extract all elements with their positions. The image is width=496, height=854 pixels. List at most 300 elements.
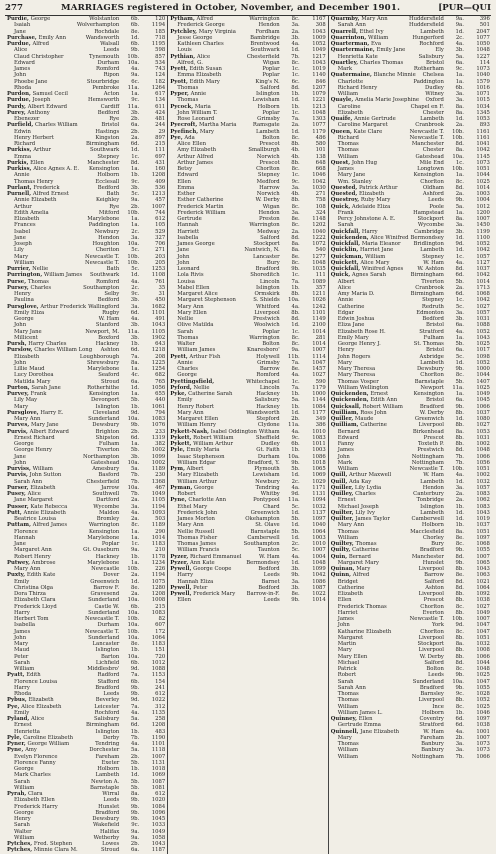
entry-volume: 4a. <box>455 41 464 47</box>
entry-given-names: Sarah Jane <box>31 384 61 391</box>
entry-page: 1093 <box>151 509 166 516</box>
entry-given-names: Mary <box>199 128 214 135</box>
entry-page: 424 <box>155 109 166 116</box>
entry-page: 1066 <box>476 653 490 660</box>
entry-volume: 8b. <box>455 566 464 572</box>
entry-volume: 1d. <box>130 34 140 41</box>
entry-page: 1068 <box>476 291 490 297</box>
entry-page: 1081 <box>151 784 166 791</box>
entry-given-names: Albert <box>337 278 355 285</box>
entry-district: Wallingford <box>88 303 120 310</box>
entry-district: Ripon <box>103 72 120 79</box>
entry-volume: 8d. <box>291 84 300 91</box>
entry-given-names: Esther Catherine <box>177 197 224 204</box>
entry-volume: 6b. <box>291 441 300 447</box>
entry-given-names: Mary Jane <box>14 328 42 335</box>
entry-volume: 1a. <box>131 441 140 447</box>
entry-page: 1073 <box>476 741 490 747</box>
entry-page: 1049 <box>476 609 490 616</box>
entry-given-names: Richard <box>14 141 36 147</box>
entry-volume: 5a. <box>131 747 140 754</box>
entry-page: 1027 <box>312 372 326 379</box>
entry-district: Selby <box>104 291 120 297</box>
entry-volume: 8e. <box>291 591 300 597</box>
entry-given-names: Maria Eleanor <box>361 241 401 247</box>
entry-district: Chorlton <box>420 178 444 185</box>
entry-given-names: Mary Ann <box>177 303 204 310</box>
entry-district: Middlesbro' <box>87 666 120 672</box>
entry-surname: Puttam, <box>7 522 31 529</box>
entry-district: Bradford <box>419 403 444 410</box>
entry-page: 612 <box>155 216 166 222</box>
entry-page: 1007 <box>476 216 490 222</box>
entry-district: Lambeth <box>420 478 444 485</box>
entry-volume: 2a. <box>291 122 300 129</box>
entry-given-names: Edith Mary <box>189 78 220 85</box>
entry-given-names: John <box>337 453 350 460</box>
entry-given-names: Margaret <box>337 634 364 641</box>
entry-volume: 2a. <box>131 134 140 141</box>
entry-given-names: Ellen <box>337 597 352 604</box>
entry-page: 111 <box>315 272 326 279</box>
entry-page: 271 <box>155 247 166 254</box>
entry-page: 648 <box>315 159 326 166</box>
entry-district: Chester <box>422 109 444 116</box>
entry-district: W. Ashton <box>417 266 444 272</box>
entry-page: 1051 <box>476 466 490 472</box>
entry-volume: 4a. <box>291 553 300 560</box>
entry-district: Liverpool <box>254 309 280 316</box>
entry-surname: Pusey, <box>7 491 26 497</box>
entry-volume: 6b. <box>130 41 140 47</box>
entry-district: Ormskirk <box>254 291 280 297</box>
entry-volume: 8b. <box>291 141 300 147</box>
entry-page: 1007 <box>476 734 490 741</box>
entry-district: Bradford <box>419 547 444 554</box>
entry-given-names: Annie <box>190 91 207 97</box>
entry-page: 1038 <box>476 722 490 729</box>
entry-district: Bolton <box>426 666 444 672</box>
entry-given-names: Thomas <box>337 147 359 154</box>
entry-district: Bristol <box>426 347 444 354</box>
entry-volume: 1c. <box>291 378 300 385</box>
entry-page: 1052 <box>476 359 490 366</box>
entry-page: 1579 <box>476 78 490 85</box>
entry-surname: Quickfall, <box>330 241 361 247</box>
entry-district: Lambeth <box>420 509 444 516</box>
entry-page: 1195 <box>151 41 166 47</box>
entry-district: Lambeth <box>95 772 120 779</box>
entry-given-names: Emily <box>14 709 30 716</box>
entry-district: Rotherhithe <box>87 384 120 391</box>
entry-volume: 3a. <box>455 97 464 104</box>
entry-given-names: Mary <box>14 641 29 647</box>
entry-district: Paddington <box>413 78 444 85</box>
entry-page: 1043 <box>312 28 326 35</box>
entry-district: Bristol <box>426 397 444 404</box>
entry-district: Bolton <box>262 341 280 347</box>
entry-given-names: Nellie <box>32 266 49 272</box>
entry-volume: 2b. <box>130 203 140 210</box>
entry-page: 1127 <box>476 259 490 266</box>
entry-volume: 2a. <box>291 228 300 235</box>
entry-given-names: Millicent <box>14 334 38 341</box>
entry-surname: Questroy, <box>330 197 360 204</box>
entry-surname: Pytches, <box>7 841 33 847</box>
entry-page: 1096 <box>151 809 166 816</box>
entry-volume: 1d. <box>455 509 464 516</box>
entry-district: Bristol <box>426 59 444 66</box>
entry-volume: 1b. <box>455 522 464 529</box>
entry-given-names: Lily Ivy <box>355 509 376 516</box>
entry-page: 1043 <box>312 59 326 66</box>
entry-district: Sunderland <box>412 678 444 685</box>
entry-volume: 1b. <box>291 447 300 454</box>
entry-given-names: Ernest <box>337 497 356 504</box>
entry-surname: Quill, <box>330 478 348 485</box>
entry-district: Manchester <box>411 553 444 560</box>
entry-page: 1682 <box>151 303 166 310</box>
entry-volume: 11a. <box>452 384 464 391</box>
entry-surname: Quarrinton, <box>330 34 367 41</box>
entry-volume: 8e. <box>455 572 464 579</box>
entry-given-names: William James L. <box>337 709 383 716</box>
entry-page: 1025 <box>476 703 490 710</box>
entry-volume: 10b. <box>127 209 140 216</box>
entry-volume: 1a. <box>131 91 140 97</box>
entry-given-names: Charles William <box>34 122 78 129</box>
entry-given-names: Arthur James <box>177 159 213 166</box>
entry-district: Dewsbury <box>92 422 120 429</box>
entry-district: Cranbrook <box>415 284 444 291</box>
entry-district: Southwark <box>90 272 120 279</box>
entry-volume: 10a. <box>127 634 140 641</box>
entry-page: 1058 <box>151 834 166 841</box>
entry-district: Marylebone <box>87 559 120 566</box>
entry-page: 203 <box>155 253 166 260</box>
entry-volume: 1a. <box>131 222 140 229</box>
entry-given-names: Emily Maria <box>186 447 220 454</box>
entry-given-names: Patrick <box>337 666 357 672</box>
entry-district: Salford <box>260 234 280 241</box>
entry-volume: 11a. <box>127 84 140 91</box>
entry-district: Bedford <box>97 109 120 116</box>
entry-volume: 4a. <box>131 741 140 747</box>
entry-page: 743 <box>155 66 166 72</box>
entry-surname: Quiller, <box>330 416 354 422</box>
entry-district: Rye <box>109 116 120 122</box>
entry-district: Prescot <box>423 597 444 604</box>
entry-volume: 8d. <box>455 447 464 454</box>
entry-given-names: Thomas Vosper <box>337 378 379 385</box>
entry-volume: 7b. <box>130 472 140 479</box>
entry-district: Wigan <box>262 203 280 210</box>
entry-given-names: Mary Jane <box>30 422 59 429</box>
entry-given-names: Arthur Maxwell <box>349 472 392 479</box>
entry-volume: 3a. <box>291 578 300 585</box>
entry-volume: 1c. <box>131 153 140 160</box>
entry-page: 1008 <box>476 647 490 654</box>
entry-district: Plymouth <box>254 466 280 472</box>
entry-given-names: Rose Leonard <box>177 116 215 122</box>
entry-given-names: Jesse George <box>177 34 213 41</box>
entry-district: Lowes <box>102 841 120 847</box>
entry-given-names: George <box>14 766 34 772</box>
entry-page: 765 <box>155 378 166 385</box>
entry-given-names: Claud Christopher <box>14 53 64 60</box>
entry-volume: 1d. <box>455 359 464 366</box>
entry-surname: Pyford, <box>170 384 192 391</box>
entry-given-names: William <box>14 784 35 791</box>
entry-given-names: Catherine <box>360 422 387 429</box>
entry-district: Hackney <box>256 391 280 397</box>
entry-district: Islington <box>255 284 280 291</box>
entry-district: Stratford <box>419 722 444 729</box>
entry-volume: 8e. <box>291 216 300 222</box>
entry-volume: 5b. <box>130 397 140 404</box>
entry-surname: Pursh, <box>7 341 27 347</box>
entry-surname: Purlant, <box>7 184 32 191</box>
entry-volume: 8d. <box>291 234 300 241</box>
entry-given-names: Kate Clare <box>353 128 383 135</box>
entry-given-names: Isabella <box>14 622 36 629</box>
entry-given-names: Charlotte Ann <box>188 497 227 504</box>
entry-district: Bridlington <box>413 241 444 247</box>
entry-district: Marylebone <box>87 534 120 541</box>
page-number: 277 <box>5 3 23 13</box>
entry-district: Lancaster <box>92 641 120 647</box>
entry-district: Barnstaple <box>90 784 120 791</box>
entry-district: Stroud <box>100 847 120 854</box>
entry-volume: 10a. <box>288 453 300 460</box>
entry-page: 29 <box>158 128 166 135</box>
entry-surname: Purkiss, <box>7 147 32 154</box>
entry-district: Barrow-in-F. <box>246 591 280 597</box>
entry-page: 111 <box>155 147 166 154</box>
entry-volume: 8b. <box>291 197 300 204</box>
entry-district: Birmingham <box>410 272 444 279</box>
entry-volume: 8c. <box>291 203 300 210</box>
entry-given-names: Emily Ann <box>38 34 67 41</box>
entry-page: 1189 <box>151 466 166 472</box>
entry-given-names: Samuel Cecil <box>32 91 68 97</box>
entry-district: Shrewsbury <box>86 359 120 366</box>
entry-volume: 9b. <box>291 459 300 466</box>
entry-volume: 9d. <box>291 491 300 497</box>
entry-district: Bradford <box>95 684 120 691</box>
entry-district: Newcastle T. <box>409 128 444 135</box>
entry-volume: 4a. <box>131 709 140 716</box>
entry-district: Liverpool <box>418 422 444 429</box>
entry-district: Wolstanton <box>89 16 120 22</box>
entry-surname: Quick, <box>330 203 351 210</box>
entry-district: Witney <box>425 91 444 97</box>
entry-page: 1003 <box>312 447 326 454</box>
entry-volume: 1d. <box>291 128 300 135</box>
entry-given-names: Patrick Arthur <box>358 184 398 191</box>
entry-district: Lambeth <box>420 116 444 122</box>
entry-district: York <box>431 622 444 629</box>
entry-volume: 8d. <box>455 659 464 666</box>
entry-district: Stanford <box>95 322 120 329</box>
entry-surname: Putwey, <box>7 559 30 566</box>
entry-given-names: Harry <box>361 228 378 235</box>
entry-given-names: George <box>14 809 34 816</box>
entry-page: 1101 <box>312 309 326 316</box>
entry-district: Tonbridge <box>416 497 444 504</box>
entry-given-names: Mary <box>356 566 371 572</box>
entry-surname: Purrier, <box>7 266 31 272</box>
entry-district: Dewsbury <box>92 816 120 822</box>
entry-given-names: Peter <box>193 584 208 591</box>
entry-page: 1019 <box>312 66 326 72</box>
entry-given-names: Thomas <box>27 278 49 285</box>
entry-given-names: Eva <box>370 41 381 47</box>
entry-given-names: Catherine <box>337 584 365 591</box>
entry-volume: 10b. <box>127 628 140 635</box>
entry-volume: 8b. <box>455 634 464 641</box>
entry-page: 1007 <box>476 616 490 622</box>
entry-page: 101 <box>315 147 326 154</box>
entry-given-names: Thomas <box>337 741 359 747</box>
entry-district: Brentwood <box>250 41 280 47</box>
entry-page: 1026 <box>312 297 326 304</box>
entry-given-names: Edith Ann <box>370 397 398 404</box>
entry-page: 718 <box>155 34 166 41</box>
entry-volume: 6d. <box>130 309 140 316</box>
entry-district: King's N. <box>255 78 280 85</box>
entry-volume: 8c. <box>291 341 300 347</box>
entry-volume: 6d. <box>455 272 464 279</box>
entry-district: Stepney <box>422 297 444 304</box>
entry-volume: 7a. <box>131 672 140 679</box>
entry-given-names: Mary Elizabeth <box>177 472 219 479</box>
entry-given-names: James Taylor <box>355 516 390 522</box>
entry-page: 1075 <box>151 578 166 585</box>
entry-district: Preston <box>259 216 280 222</box>
entry-given-names: Frederick John <box>177 509 218 516</box>
entry-page: 1149 <box>312 316 326 322</box>
entry-given-names: Arthur <box>14 203 32 210</box>
entry-page: 1071 <box>476 91 490 97</box>
entry-district: Dorchester <box>89 747 120 754</box>
entry-page: 1007 <box>312 347 326 354</box>
entry-given-names: Joseph <box>32 97 51 104</box>
entry-district: Salford <box>260 84 280 91</box>
entry-volume: 6b. <box>455 84 464 91</box>
entry-volume: 2c. <box>131 284 140 291</box>
entry-given-names: Emma Elizabeth <box>177 72 222 79</box>
entry-district: Ramsgate <box>252 122 280 129</box>
entry-district: Gravesend <box>90 591 120 597</box>
entry-page: 1179 <box>312 384 326 391</box>
entry-page: 1187 <box>151 847 166 854</box>
entry-volume: 1a. <box>455 78 464 85</box>
entry-given-names: Albert Edward <box>27 103 67 110</box>
entry-surname: Quested, <box>330 184 358 191</box>
entry-page: 1094 <box>312 497 326 504</box>
entry-volume: 8c. <box>455 603 464 610</box>
entry-page: 720 <box>155 653 166 660</box>
entry-volume: 3a. <box>291 184 300 191</box>
entry-page: 1049 <box>151 491 166 497</box>
entry-district: Chapel en F. <box>410 103 444 110</box>
entry-district: W. Ham <box>423 472 444 479</box>
entry-given-names: Annie Elizabeth <box>23 509 66 516</box>
entry-district: Bury <box>266 259 280 266</box>
entry-district: Chesterfield <box>246 53 280 60</box>
entry-volume: 7a. <box>291 278 300 285</box>
entry-volume: 6d. <box>130 141 140 147</box>
entry-given-names: Mary <box>14 253 29 260</box>
entry-district: Wandsworth <box>85 34 120 41</box>
entry-given-names: Amelia Marie Josephine <box>354 97 419 104</box>
entry-volume: 1d. <box>291 559 300 566</box>
entry-district: Romford <box>95 278 120 285</box>
entry-volume: 11a. <box>288 497 300 504</box>
entry-given-names: Robert <box>177 491 196 497</box>
entry-given-names: Elizabeth <box>14 353 40 360</box>
entry-given-names: Charles <box>177 366 198 372</box>
entry-page: 1242 <box>312 303 326 310</box>
entry-page: 1264 <box>151 84 166 91</box>
entry-given-names: Mary <box>337 359 352 366</box>
entry-given-names: Thomas Fisher <box>177 534 218 541</box>
entry-page: 655 <box>155 391 166 397</box>
entry-volume: 4a. <box>291 484 300 491</box>
entry-page: 857 <box>155 53 166 60</box>
entry-surname: Purkiss, <box>7 166 32 172</box>
entry-volume: 6a. <box>455 59 464 66</box>
entry-page: 529 <box>155 228 166 235</box>
entry-volume: 2a. <box>291 28 300 35</box>
entry-page: 151 <box>155 647 166 654</box>
entry-page: 1032 <box>476 478 490 485</box>
entry-page: 1007 <box>151 753 166 760</box>
entry-volume: 9a. <box>131 72 140 79</box>
entry-page: 1015 <box>476 97 490 104</box>
entry-volume: 9d. <box>130 697 140 704</box>
entry-given-names: Olive Matilda <box>177 322 214 329</box>
entry-page: 134 <box>155 97 166 104</box>
entry-given-names: John <box>14 72 27 79</box>
entry-page: 210 <box>155 547 166 554</box>
entry-page: 1049 <box>151 828 166 835</box>
entry-volume: 1d. <box>130 147 140 154</box>
entry-volume: 6d. <box>455 722 464 729</box>
entry-district: Prescot <box>423 434 444 441</box>
entry-page: 1014 <box>476 278 490 285</box>
entry-volume: 9b. <box>455 197 464 204</box>
entry-given-names: Esther <box>177 191 196 197</box>
entry-given-names: Isaiah <box>14 22 31 29</box>
entry-district: Salford <box>424 659 444 666</box>
entry-district: Medford <box>256 178 280 185</box>
entry-page: 1061 <box>151 403 166 410</box>
entry-given-names: Ross John <box>360 409 387 416</box>
entry-page: 215 <box>155 603 166 610</box>
entry-given-names: Clara <box>27 791 43 797</box>
entry-volume: 3b. <box>130 109 140 116</box>
entry-page: 1114 <box>312 353 326 360</box>
entry-district: S. Shields <box>253 297 280 304</box>
entry-given-names: Sarah Ann <box>337 22 366 29</box>
entry-district: Nottingham <box>411 753 444 760</box>
entry-surname: Purvis, <box>7 472 28 479</box>
entry-page: 1003 <box>312 534 326 541</box>
entry-volume: 3b. <box>455 228 464 235</box>
entry-page: 1083 <box>151 609 166 616</box>
